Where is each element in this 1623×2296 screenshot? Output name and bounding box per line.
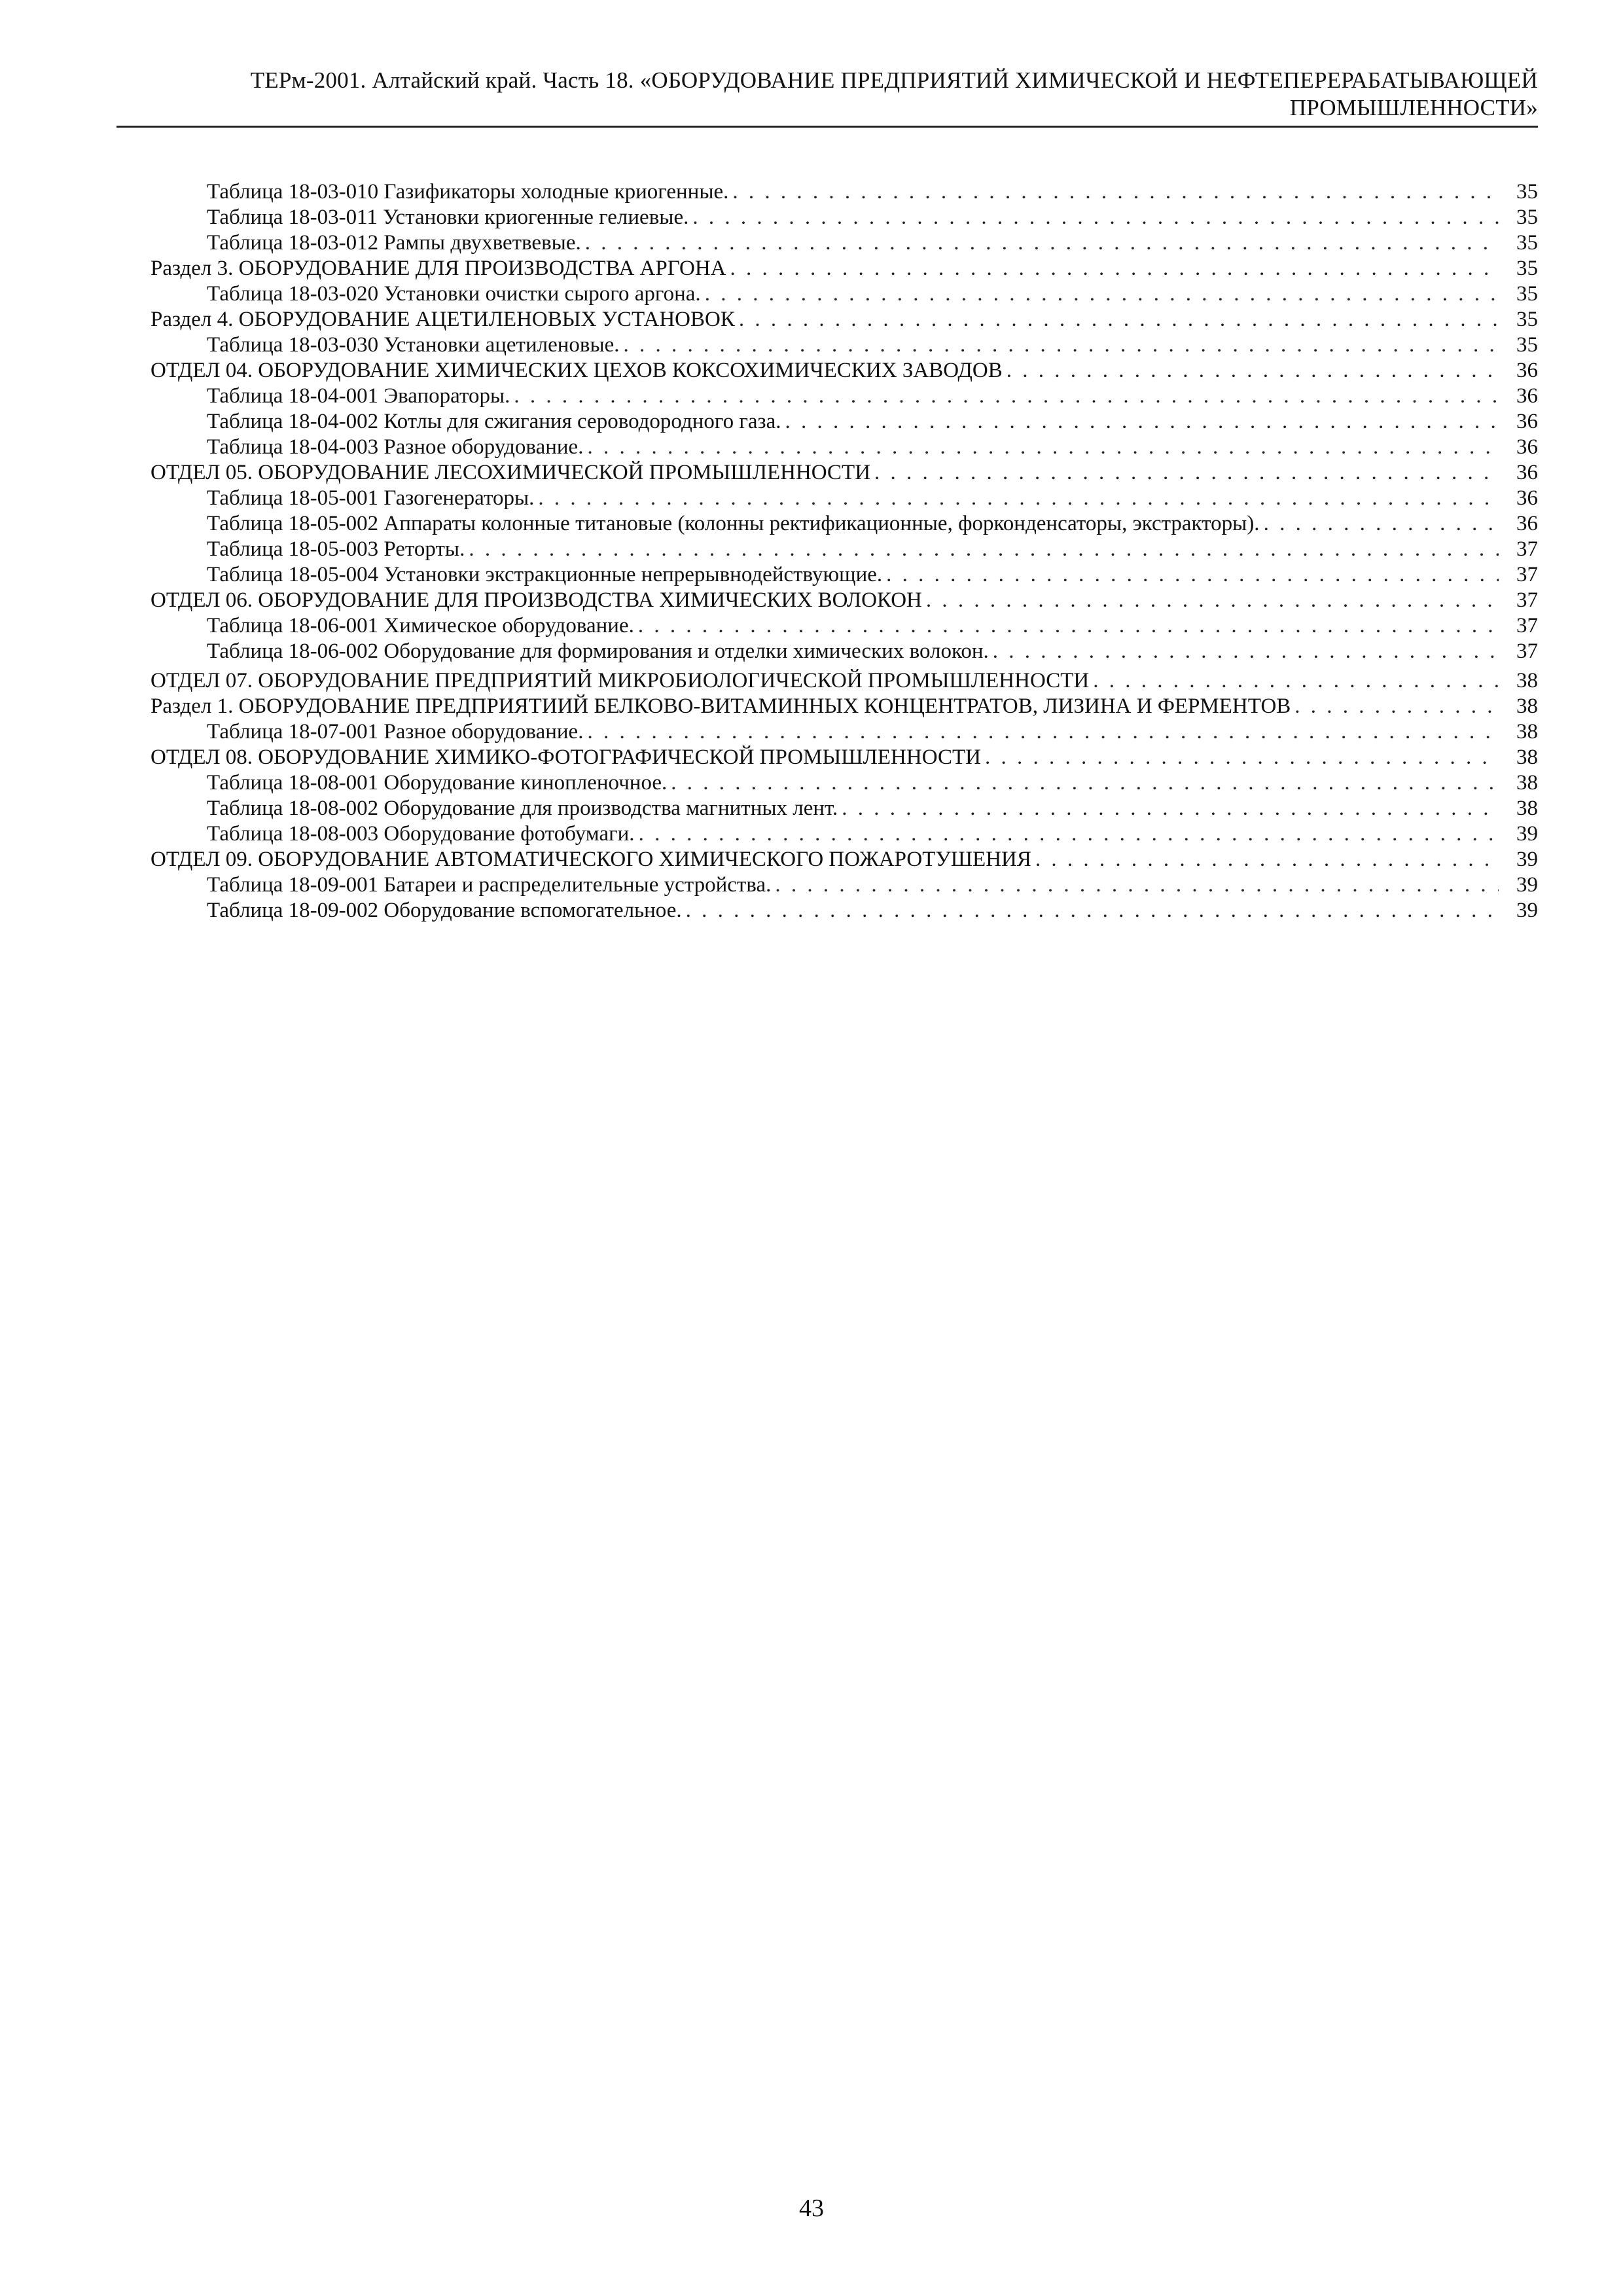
toc-dot-leader [985, 745, 1499, 770]
toc-dot-leader [587, 435, 1499, 460]
toc-dot-leader [587, 719, 1499, 745]
toc-entry-page: 39 [1516, 848, 1538, 871]
toc-dot-leader [1035, 847, 1499, 872]
toc-entry-page: 35 [1516, 206, 1538, 229]
toc-entry-title: Таблица 18-05-004 Установки экстракционные непрерывнодействующие. [207, 563, 883, 586]
toc-entry[interactable] [151, 613, 1538, 639]
toc-dot-leader [585, 230, 1499, 256]
toc-entry[interactable] [151, 332, 1538, 358]
toc-entry[interactable] [151, 256, 1538, 281]
toc-entry[interactable] [151, 745, 1538, 770]
toc-entry-title: Таблица 18-04-002 Котлы для сжигания сероводородного газа. [207, 410, 781, 433]
toc-entry[interactable] [151, 384, 1538, 409]
toc-entry-page: 37 [1516, 563, 1538, 586]
toc-entry-title: ОТДЕЛ 04. ОБОРУДОВАНИЕ ХИМИЧЕСКИХ ЦЕХОВ КОКСОХИМИЧЕСКИХ ЗАВОДОВ [151, 359, 1003, 382]
toc-entry[interactable] [151, 460, 1538, 486]
toc-entry-page: 35 [1516, 333, 1538, 357]
toc-entry-title: Таблица 18-07-001 Разное оборудование. [207, 720, 584, 744]
toc-entry-page: 37 [1516, 537, 1538, 561]
toc-entry[interactable] [151, 281, 1538, 307]
toc-entry-page: 35 [1516, 282, 1538, 306]
toc-entry-title: Таблица 18-03-030 Установки ацетиленовые. [207, 333, 620, 357]
toc-entry-title: ОТДЕЛ 05. ОБОРУДОВАНИЕ ЛЕСОХИМИЧЕСКОЙ ПРОМЫШЛЕННОСТИ [151, 461, 871, 484]
toc-entry[interactable] [151, 588, 1538, 613]
toc-entry-page: 38 [1516, 771, 1538, 795]
toc-entry-page: 36 [1516, 512, 1538, 535]
toc-dot-leader [686, 898, 1499, 924]
toc-entry[interactable] [151, 307, 1538, 332]
toc-entry-page: 36 [1516, 410, 1538, 433]
toc-entry-title: ОТДЕЛ 08. ОБОРУДОВАНИЕ ХИМИКО-ФОТОГРАФИЧЕСКОЙ ПРОМЫШЛЕННОСТИ [151, 745, 981, 769]
toc-entry-title: Таблица 18-09-001 Батареи и распределительные устройства. [207, 873, 772, 897]
toc-entry-page: 38 [1516, 694, 1538, 718]
toc-dot-leader [785, 409, 1499, 435]
toc-entry-page: 36 [1516, 384, 1538, 408]
toc-entry-page: 38 [1516, 669, 1538, 692]
toc-entry-title: Таблица 18-08-003 Оборудование фотобумаги. [207, 822, 635, 846]
toc-entry-title: ОТДЕЛ 06. ОБОРУДОВАНИЕ ДЛЯ ПРОИЗВОДСТВА ХИМИЧЕСКИХ ВОЛОКОН [151, 588, 922, 612]
toc-dot-leader [886, 562, 1499, 588]
toc-entry-page: 35 [1516, 308, 1538, 331]
toc-entry-page: 37 [1516, 614, 1538, 637]
toc-entry-page: 36 [1516, 435, 1538, 459]
table-of-contents [151, 179, 1538, 924]
toc-entry-title: Таблица 18-05-001 Газогенераторы. [207, 486, 535, 510]
toc-dot-leader [775, 872, 1499, 898]
header-line-1: ТЕРм-2001. Алтайский край. Часть 18. «ОБОРУДОВАНИЕ ПРЕДПРИЯТИЙ ХИМИЧЕСКОЙ И НЕФТЕПЕРЕРАБАТЫВАЮЩЕЙ [250, 67, 1538, 93]
toc-entry[interactable] [151, 511, 1538, 537]
toc-dot-leader [639, 821, 1499, 847]
toc-entry-page: 38 [1516, 720, 1538, 744]
toc-entry-title: ОТДЕЛ 07. ОБОРУДОВАНИЕ ПРЕДПРИЯТИЙ МИКРОБИОЛОГИЧЕСКОЙ ПРОМЫШЛЕННОСТИ [151, 669, 1090, 692]
toc-dot-leader [1294, 694, 1499, 719]
toc-entry[interactable] [151, 668, 1538, 694]
toc-entry-title: Таблица 18-04-001 Эвапораторы. [207, 384, 510, 408]
page-number: 43 [799, 2195, 824, 2222]
toc-entry[interactable] [151, 872, 1538, 898]
toc-entry-page: 39 [1516, 899, 1538, 922]
toc-entry[interactable] [151, 694, 1538, 719]
toc-entry-title: Таблица 18-08-002 Оборудование для производства магнитных лент. [207, 797, 838, 820]
toc-entry-page: 38 [1516, 797, 1538, 820]
toc-entry[interactable] [151, 435, 1538, 460]
toc-dot-leader [1264, 511, 1499, 537]
toc-entry[interactable] [151, 179, 1538, 205]
toc-entry-page: 38 [1516, 745, 1538, 769]
toc-entry[interactable] [151, 847, 1538, 872]
toc-entry[interactable] [151, 821, 1538, 847]
toc-entry-page: 35 [1516, 257, 1538, 280]
toc-entry-page: 36 [1516, 486, 1538, 510]
toc-entry-title: Раздел 4. ОБОРУДОВАНИЕ АЦЕТИЛЕНОВЫХ УСТАНОВОК [151, 308, 735, 331]
toc-dot-leader [538, 486, 1499, 511]
toc-entry-title: Таблица 18-09-002 Оборудование вспомогательное. [207, 899, 682, 922]
toc-entry-page: 39 [1516, 873, 1538, 897]
toc-entry-title: Таблица 18-05-003 Реторты. [207, 537, 465, 561]
toc-entry[interactable] [151, 770, 1538, 796]
toc-entry-title: Таблица 18-03-010 Газификаторы холодные криогенные. [207, 180, 729, 204]
toc-entry-page: 35 [1516, 180, 1538, 204]
toc-entry-page: 36 [1516, 359, 1538, 382]
toc-dot-leader [624, 332, 1499, 358]
toc-entry-title: Раздел 3. ОБОРУДОВАНИЕ ДЛЯ ПРОИЗВОДСТВА АРГОНА [151, 257, 726, 280]
toc-dot-leader [730, 256, 1499, 281]
toc-entry-title: Таблица 18-06-001 Химическое оборудование. [207, 614, 634, 637]
toc-dot-leader [1007, 358, 1499, 384]
toc-entry[interactable] [151, 409, 1538, 435]
toc-entry-page: 37 [1516, 639, 1538, 663]
toc-dot-leader [926, 588, 1499, 613]
toc-entry[interactable] [151, 537, 1538, 562]
toc-dot-leader [739, 307, 1499, 332]
toc-entry-title: Таблица 18-06-002 Оборудование для формирования и отделки химических волокон. [207, 639, 989, 663]
page-header [116, 67, 1538, 122]
toc-dot-leader [874, 460, 1499, 486]
toc-entry-title: Таблица 18-08-001 Оборудование кинопленочное. [207, 771, 668, 795]
toc-dot-leader [1093, 668, 1499, 694]
toc-entry[interactable] [151, 562, 1538, 588]
toc-entry[interactable] [151, 486, 1538, 511]
toc-dot-leader [638, 613, 1499, 639]
toc-dot-leader [469, 537, 1499, 562]
toc-dot-leader [514, 384, 1499, 409]
header-line-2: ПРОМЫШЛЕННОСТИ» [1289, 95, 1538, 120]
toc-entry-page: 39 [1516, 822, 1538, 846]
toc-entry-page: 37 [1516, 588, 1538, 612]
toc-entry-title: Таблица 18-03-012 Рампы двухветвевые. [207, 231, 581, 255]
toc-entry-title: ОТДЕЛ 09. ОБОРУДОВАНИЕ АВТОМАТИЧЕСКОГО ХИМИЧЕСКОГО ПОЖАРОТУШЕНИЯ [151, 848, 1031, 871]
toc-entry-title: Таблица 18-05-002 Аппараты колонные титановые (колонны ректификационные, форконденсаторы, экстракторы). [207, 512, 1260, 535]
toc-dot-leader [842, 796, 1499, 821]
toc-dot-leader [993, 639, 1499, 664]
toc-entry[interactable] [151, 230, 1538, 256]
toc-entry[interactable] [151, 205, 1538, 230]
toc-dot-leader [692, 205, 1499, 230]
toc-dot-leader [671, 770, 1499, 796]
toc-entry-title: Таблица 18-03-011 Установки криогенные гелиевые. [207, 206, 689, 229]
toc-entry[interactable] [151, 358, 1538, 384]
toc-entry-title: Таблица 18-04-003 Разное оборудование. [207, 435, 584, 459]
toc-entry-title: Раздел 1. ОБОРУДОВАНИЕ ПРЕДПРИЯТИИЙ БЕЛКОВО-ВИТАМИННЫХ КОНЦЕНТРАТОВ, ЛИЗИНА И ФЕРМЕНТОВ [151, 694, 1291, 718]
toc-entry-page: 36 [1516, 461, 1538, 484]
header-rule [116, 126, 1538, 128]
toc-entry[interactable] [151, 719, 1538, 745]
toc-entry[interactable] [151, 639, 1538, 664]
toc-entry-page: 35 [1516, 231, 1538, 255]
toc-entry-title: Таблица 18-03-020 Установки очистки сырого аргона. [207, 282, 701, 306]
toc-entry[interactable] [151, 796, 1538, 821]
toc-entry[interactable] [151, 898, 1538, 924]
toc-dot-leader [705, 281, 1499, 307]
toc-dot-leader [732, 179, 1499, 205]
